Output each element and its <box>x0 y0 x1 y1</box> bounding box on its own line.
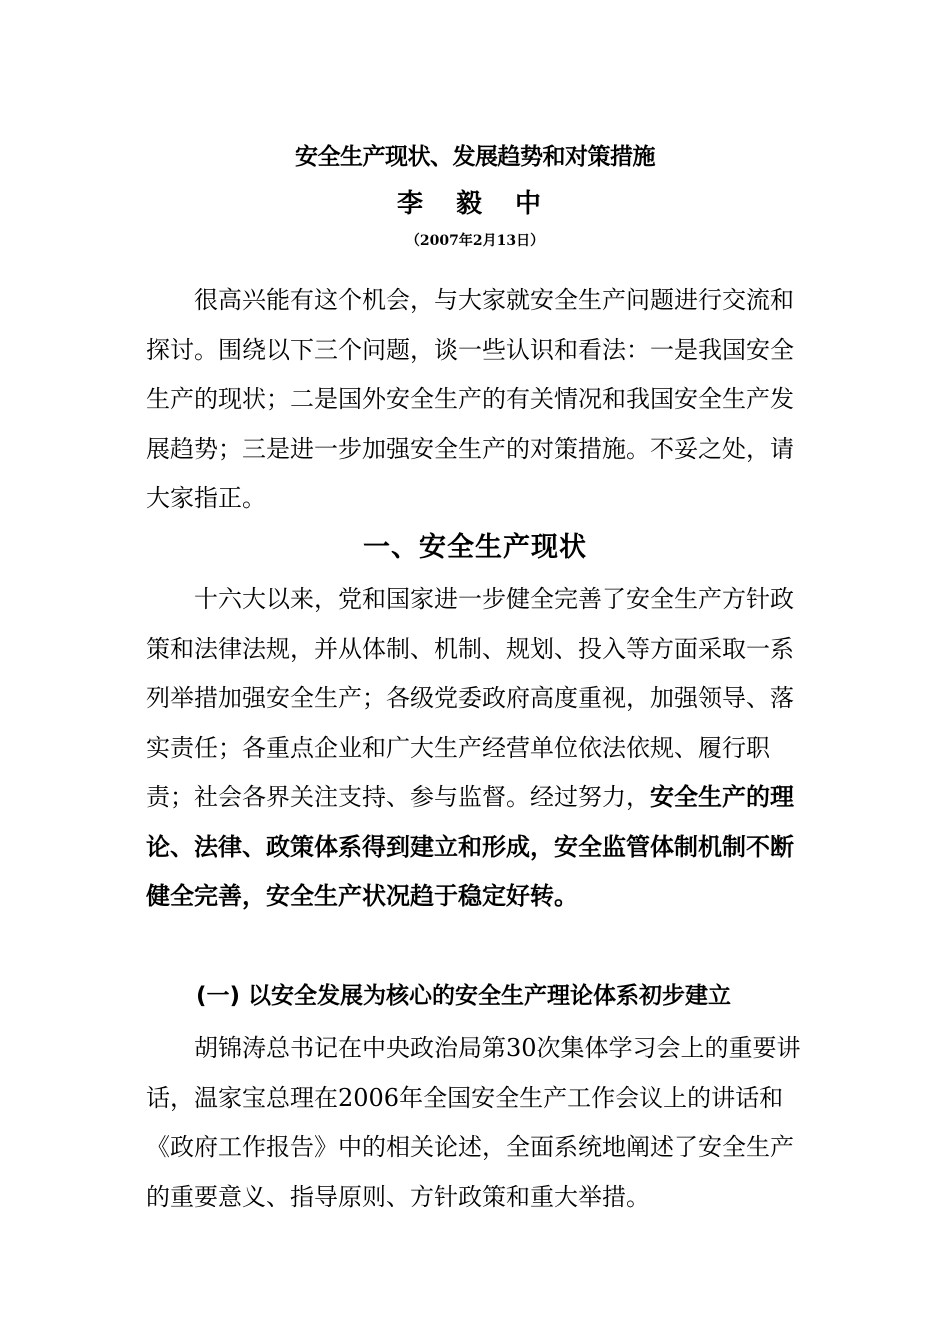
section-paragraph-bold: 安全生产的理论、法律、政策体系得到建立和形成，安全监管体制机制不断健全完善，安全生产状况趋于稳定好转。 <box>146 783 794 910</box>
document-author: 李 毅 中 <box>396 189 554 219</box>
document-title: 安全生产现状、发展趋势和对策措施 <box>295 144 655 170</box>
subsection-heading: (一) 以安全发展为核心的安全生产理论体系初步建立 <box>196 983 732 1009</box>
intro-paragraph: 很高兴能有这个机会，与大家就安全生产问题进行交流和探讨。围绕以下三个问题，谈一些认识和看法：一是我国安全生产的现状；二是国外安全生产的有关情况和我国安全生产发展趋势；三是进一步加强安全生产的对策措施。不妥之处，请大家指正。 <box>146 286 794 512</box>
section-paragraph-regular: 十六大以来，党和国家进一步健全完善了安全生产方针政策和法律法规，并从体制、机制、规划、投入等方面采取一系列举措加强安全生产；各级党委政府高度重视，加强领导、落实责任；各重点企业和广大生产经营单位依法依规、履行职责；社会各界关注支持、参与监督。经过努力， <box>146 585 794 811</box>
section-paragraph <box>146 575 806 922</box>
subsection-paragraph: 胡锦涛总书记在中央政治局第30次集体学习会上的重要讲话，温家宝总理在2006年全国安全生产工作会议上的讲话和《政府工作报告》中的相关论述，全面系统地阐述了安全生产的重要意义、指导原则、方针政策和重大举措。 <box>146 1034 801 1211</box>
section-heading: 一、安全生产现状 <box>363 532 587 563</box>
document-date: （2007年2月13日） <box>405 233 545 249</box>
